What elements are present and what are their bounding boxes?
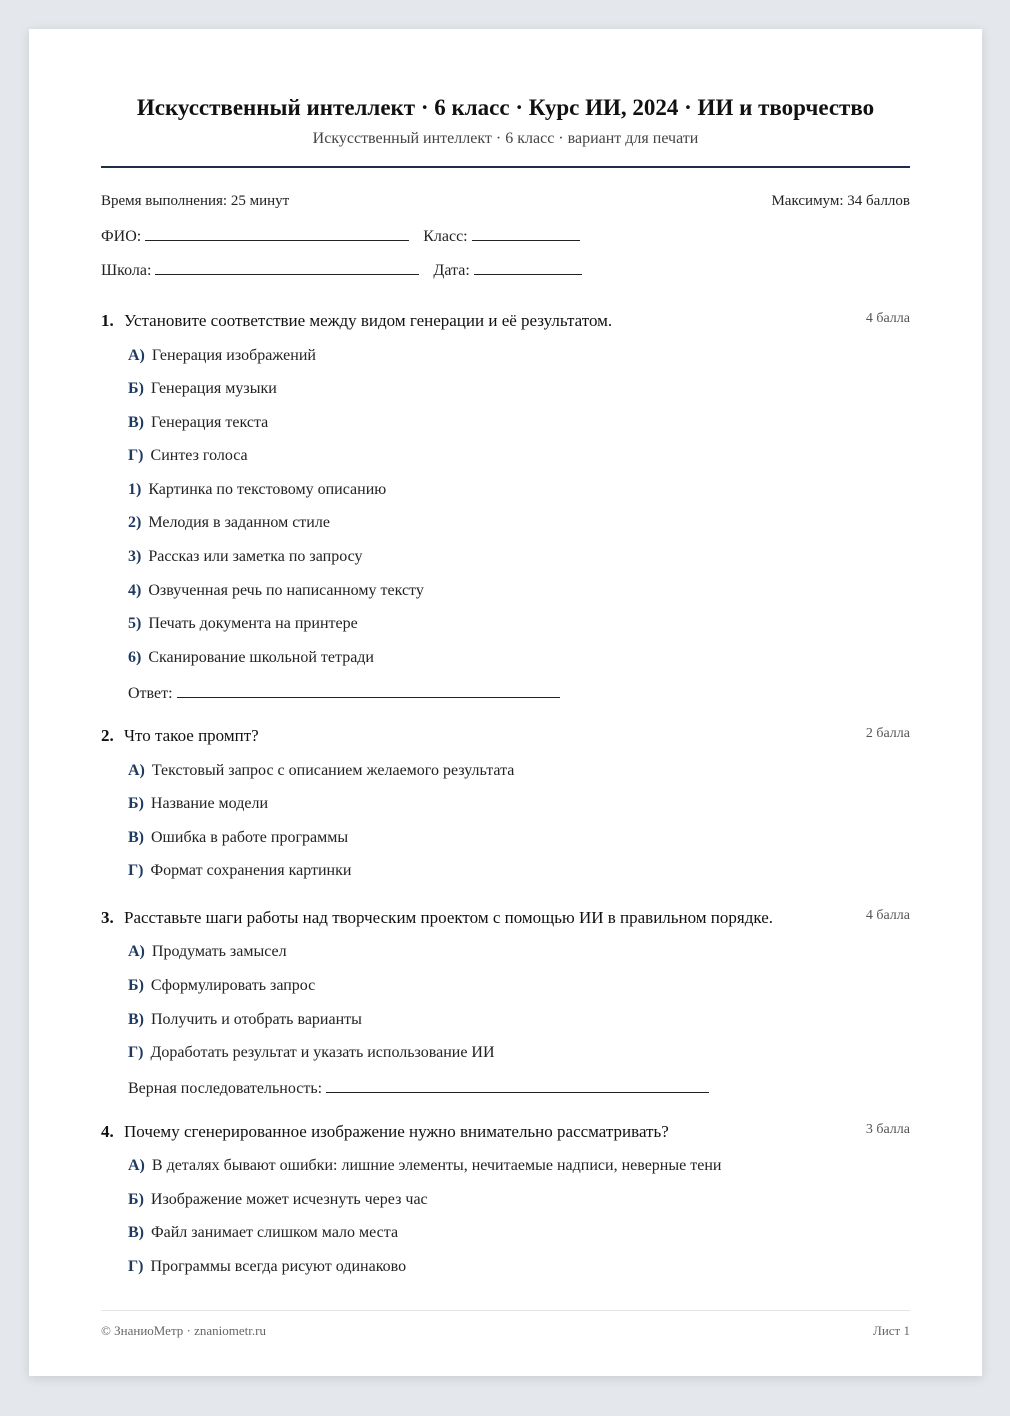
class-field[interactable]: [472, 226, 580, 241]
footer-sheet-number: Лист 1: [873, 1323, 910, 1338]
option-key: В): [128, 829, 144, 846]
max-score: Максимум: 34 баллов: [771, 193, 910, 209]
option-text: Изображение может исчезнуть через час: [150, 1191, 428, 1208]
q2-option-g: [128, 862, 351, 880]
option-key: 1): [128, 481, 142, 498]
school-field[interactable]: [155, 260, 419, 275]
q3-answer-field[interactable]: [326, 1078, 709, 1093]
option-text: Получить и отобрать варианты: [151, 1011, 362, 1028]
option-key: В): [128, 414, 144, 431]
option-key: 2): [128, 514, 142, 531]
option-key: Г): [128, 1044, 144, 1061]
q2-option-v: [128, 829, 348, 847]
worksheet-page: [29, 29, 982, 1376]
option-key: Б): [128, 1191, 144, 1208]
q3-option-g: [128, 1044, 495, 1062]
option-text: Ошибка в работе программы: [151, 829, 349, 846]
option-text: Сформулировать запрос: [150, 977, 316, 994]
date-field[interactable]: [474, 260, 582, 275]
option-text: Название модели: [150, 795, 269, 812]
header-divider: [101, 166, 910, 168]
q1-option-1: [128, 481, 386, 499]
option-key: А): [128, 1157, 145, 1174]
q3-option-v: [128, 1011, 362, 1029]
option-key: 3): [128, 548, 142, 565]
option-key: 4): [128, 582, 142, 599]
q3-option-a: [128, 943, 287, 961]
q1-option-3: [128, 548, 363, 566]
option-key: В): [128, 1224, 144, 1241]
q1-option-b: [128, 380, 277, 398]
question-points: 4 балла: [865, 311, 910, 326]
option-key: А): [128, 347, 145, 364]
q4-option-g: [128, 1258, 406, 1276]
answer-label: Верная последовательность:: [128, 1080, 323, 1097]
fio-field[interactable]: [145, 226, 409, 241]
option-text: Печать документа на принтере: [148, 615, 358, 632]
footer-copyright: © ЗнаниоМетр · znaniometr.ru: [101, 1323, 266, 1338]
q1-option-2: [128, 514, 330, 532]
option-key: Б): [128, 977, 144, 994]
footer-divider: [101, 1310, 910, 1311]
question-text: Что такое промпт?: [124, 726, 259, 745]
option-text: Сканирование школьной тетради: [148, 649, 374, 666]
question-1: [101, 311, 910, 331]
option-text: Рассказ или заметка по запросу: [148, 548, 363, 565]
date-label: Дата:: [433, 262, 470, 279]
q2-option-a: [128, 762, 514, 780]
question-points: 3 балла: [865, 1122, 910, 1137]
option-text: Генерация музыки: [150, 380, 277, 397]
question-number: 4.: [101, 1122, 114, 1141]
option-text: Программы всегда рисуют одинаково: [150, 1258, 407, 1275]
question-number: 3.: [101, 908, 114, 927]
option-text: Продумать замысел: [151, 943, 287, 960]
option-key: 5): [128, 615, 142, 632]
option-text: Генерация изображений: [151, 347, 316, 364]
q2-option-b: [128, 795, 268, 813]
q1-option-4: [128, 582, 424, 600]
q1-option-5: [128, 615, 358, 633]
answer-label: Ответ:: [128, 685, 173, 702]
option-key: 6): [128, 649, 142, 666]
fio-label: ФИО:: [101, 228, 142, 245]
q1-option-g: [128, 447, 248, 465]
q4-option-b: [128, 1191, 428, 1209]
option-key: Г): [128, 447, 144, 464]
option-text: Синтез голоса: [150, 447, 248, 464]
page-title: Искусственный интеллект · 6 класс · Курс ИИ, 2024 · ИИ и творчество: [136, 95, 875, 120]
q3-option-b: [128, 977, 315, 995]
q1-answer-row: [128, 683, 560, 703]
question-2: [101, 726, 910, 746]
option-text: Доработать результат и указать использование ИИ: [150, 1044, 495, 1061]
meta-row: [101, 193, 910, 213]
q1-option-6: [128, 649, 374, 667]
question-points: 2 балла: [865, 726, 910, 741]
question-points: 4 балла: [865, 908, 910, 923]
q1-answer-field[interactable]: [177, 683, 560, 698]
question-4: [101, 1122, 910, 1142]
option-text: Озвученная речь по написанному тексту: [148, 582, 424, 599]
option-key: А): [128, 762, 145, 779]
option-text: В деталях бывают ошибки: лишние элементы, нечитаемые надписи, неверные тени: [151, 1157, 722, 1174]
question-number: 1.: [101, 311, 114, 330]
option-text: Текстовый запрос с описанием желаемого результата: [151, 762, 515, 779]
question-number: 2.: [101, 726, 114, 745]
q4-option-v: [128, 1224, 398, 1242]
question-text: Установите соответствие между видом генерации и её результатом.: [124, 311, 613, 330]
option-text: Мелодия в заданном стиле: [148, 514, 330, 531]
option-key: А): [128, 943, 145, 960]
class-label: Класс:: [423, 228, 468, 245]
name-class-row: [101, 226, 910, 246]
page-subtitle: Искусственный интеллект · 6 класс · вариант для печати: [312, 130, 699, 147]
option-key: Б): [128, 380, 144, 397]
option-key: Б): [128, 795, 144, 812]
question-3: [101, 908, 910, 928]
option-key: В): [128, 1011, 144, 1028]
option-text: Файл занимает слишком мало места: [151, 1224, 399, 1241]
question-text: Расставьте шаги работы над творческим проектом с помощью ИИ в правильном порядке.: [124, 908, 774, 927]
school-date-row: [101, 260, 910, 280]
page-footer: [101, 1323, 910, 1341]
option-text: Картинка по текстовому описанию: [148, 481, 387, 498]
q4-option-a: [128, 1157, 721, 1175]
question-text: Почему сгенерированное изображение нужно внимательно рассматривать?: [124, 1122, 669, 1141]
q1-option-v: [128, 414, 268, 432]
time-limit: Время выполнения: 25 минут: [101, 193, 290, 209]
option-key: Г): [128, 1258, 144, 1275]
option-text: Генерация текста: [151, 414, 269, 431]
option-key: Г): [128, 862, 144, 879]
q1-option-a: [128, 347, 316, 365]
school-label: Школа:: [101, 262, 152, 279]
q3-answer-row: [128, 1078, 709, 1098]
option-text: Формат сохранения картинки: [150, 862, 352, 879]
